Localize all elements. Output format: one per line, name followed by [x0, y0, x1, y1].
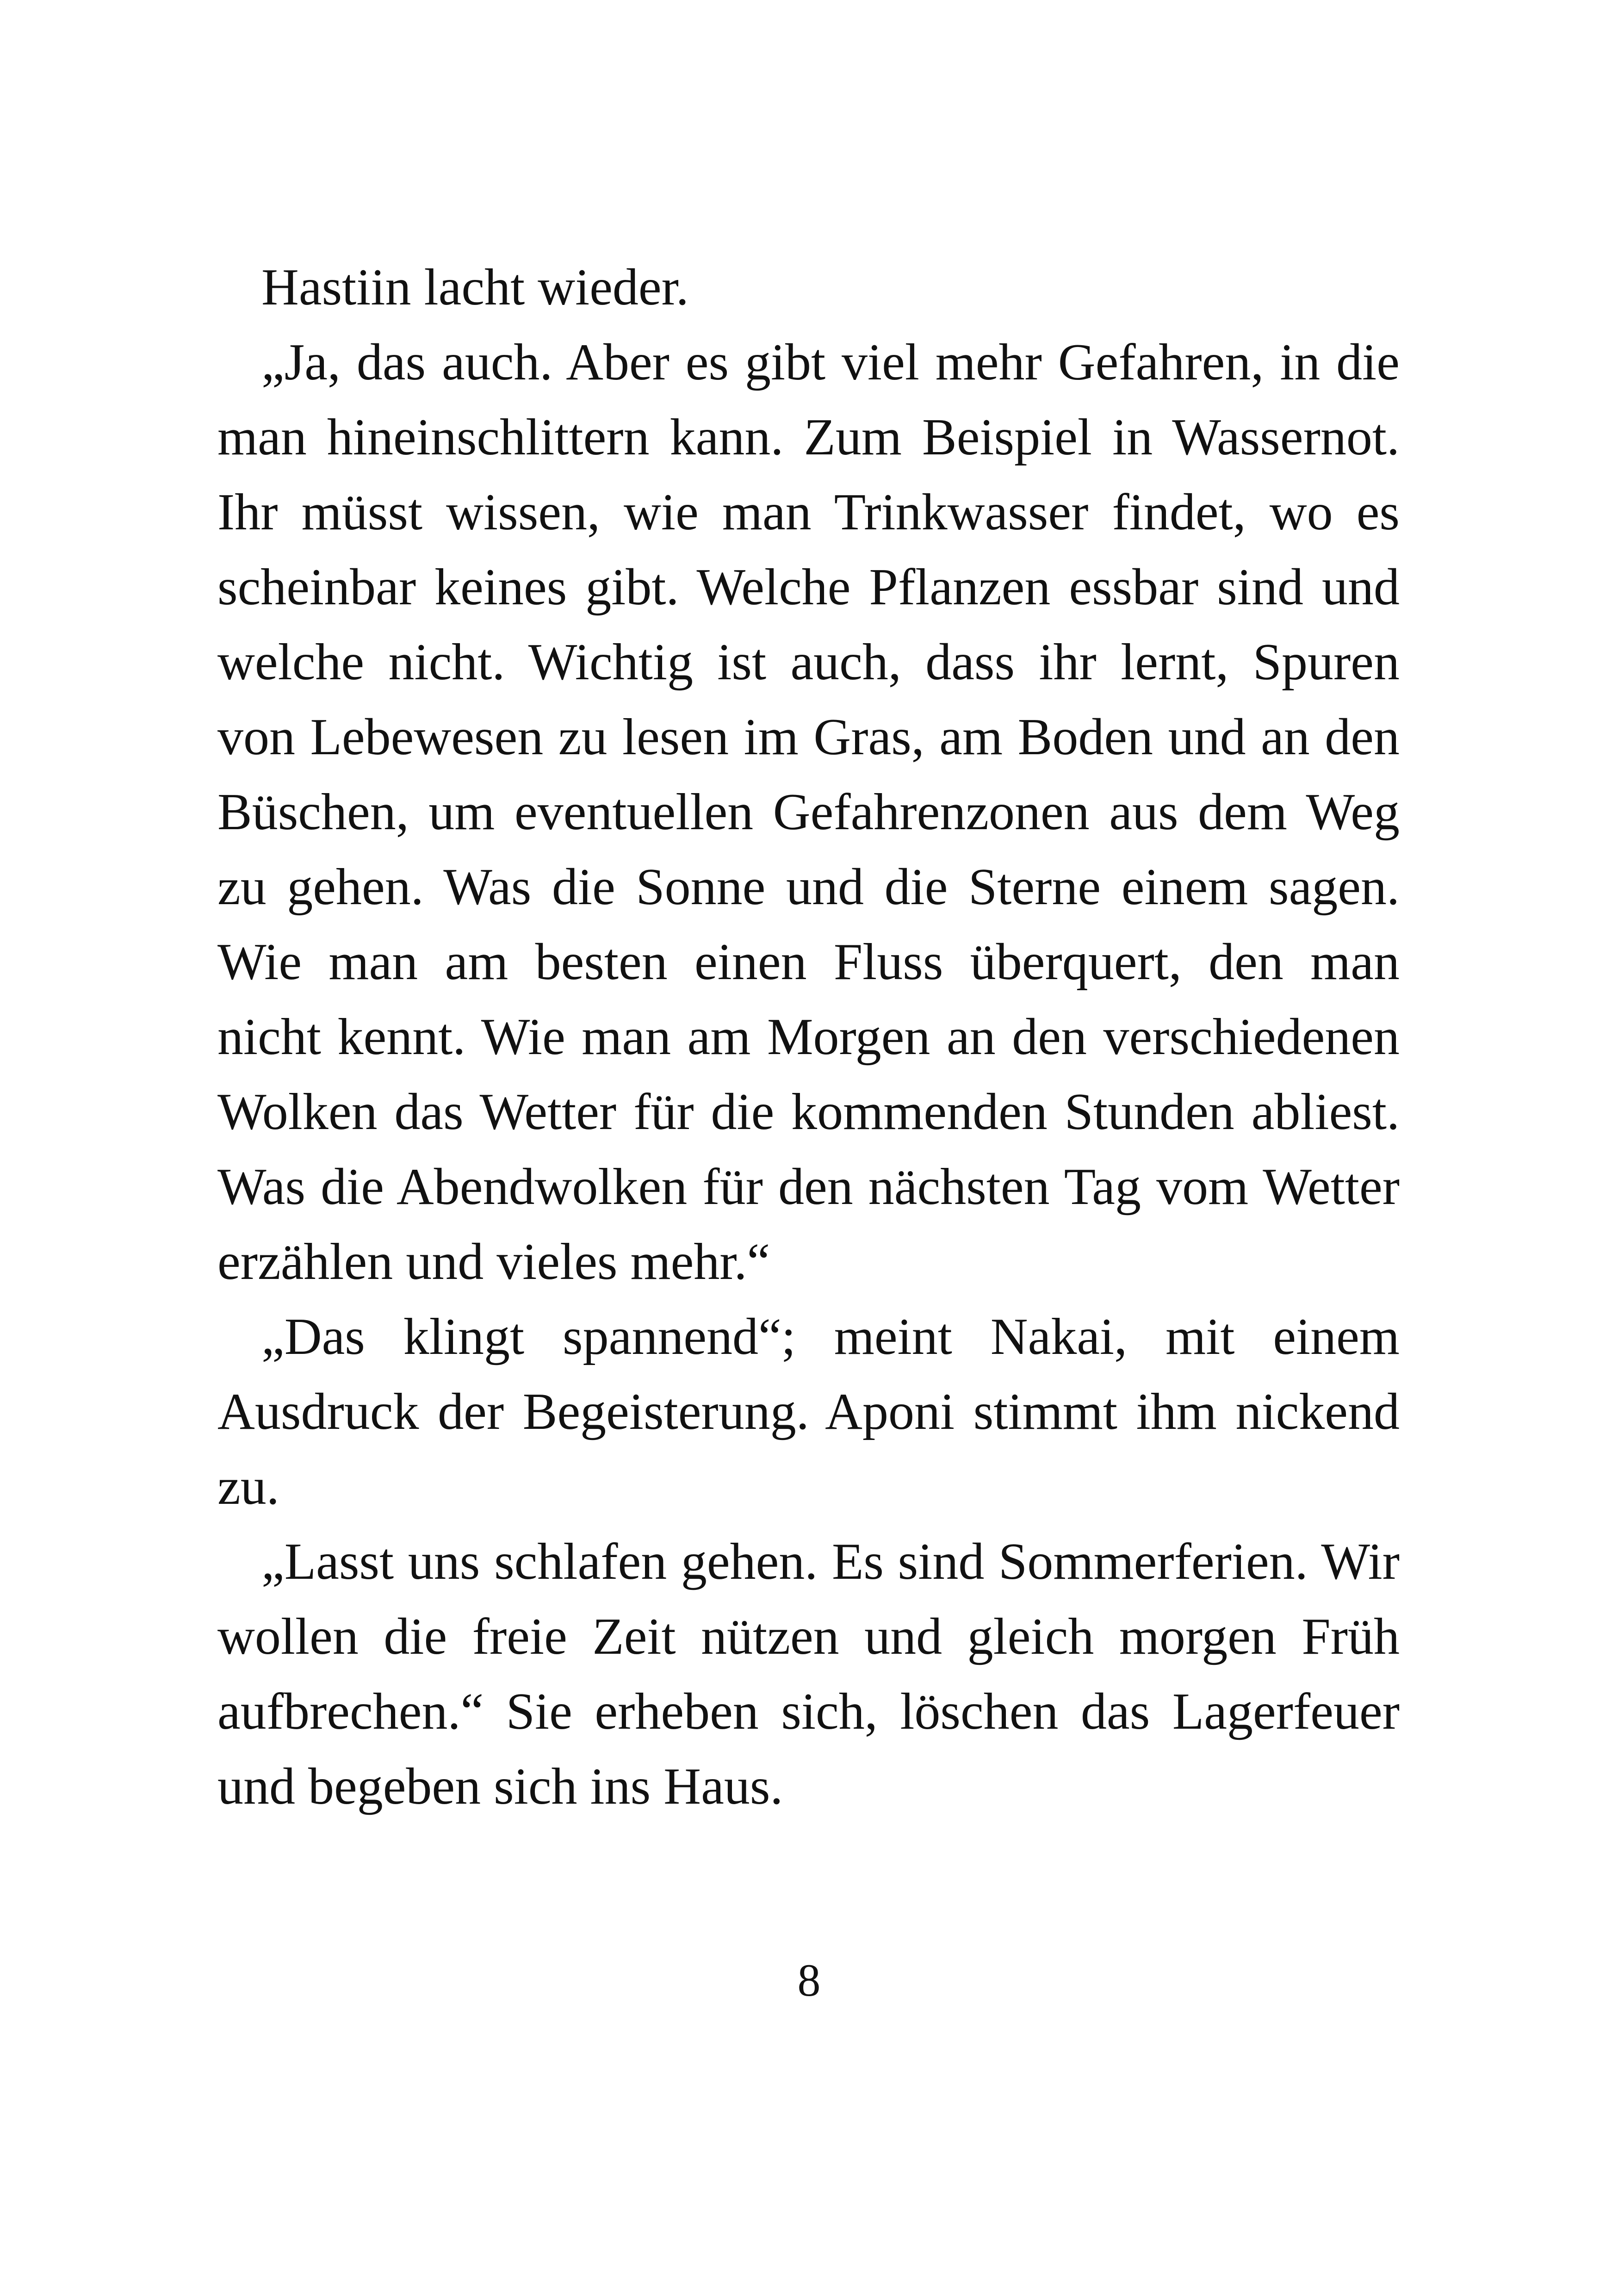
body-text	[217, 250, 1400, 1824]
paragraph-3: „Das klingt spannend“; meint Nakai, mit einem Ausdruck der Begeisterung. Aponi stimmt ihm nickend zu.	[217, 1308, 1400, 1515]
paragraph-2: „Ja, das auch. Aber es gibt viel mehr Gefahren, in die man hineinschlittern kann. Zum Beispiel in Wassernot. Ihr müsst wissen, wie man Trinkwasser findet, wo es scheinbar keines gibt. Welche Pflanzen essbar sind und welche nicht. Wichtig ist auch, dass ihr lernt, Spuren von Lebewesen zu lesen im Gras, am Boden und an den Büschen, um eventuellen Gefahrenzonen aus dem Weg zu gehen. Was die Sonne und die Sterne einem sagen. Wie man am besten einen Fluss überquert, den man nicht kennt. Wie man am Morgen an den verschiedenen Wolken das Wetter für die kommenden Stunden abliest. Was die Abendwolken für den nächsten Tag vom Wetter erzählen und vieles mehr.“	[217, 334, 1400, 1291]
page-number: 8	[797, 1955, 821, 2006]
paragraph-4: „Lasst uns schlafen gehen. Es sind Sommerferien. Wir wollen die freie Zeit nützen und gleich morgen Früh aufbrechen.“ Sie erheben sich, löschen das Lagerfeuer und begeben sich ins Haus.	[217, 1533, 1400, 1815]
paragraph-1: Hastiin lacht wieder.	[261, 259, 689, 316]
